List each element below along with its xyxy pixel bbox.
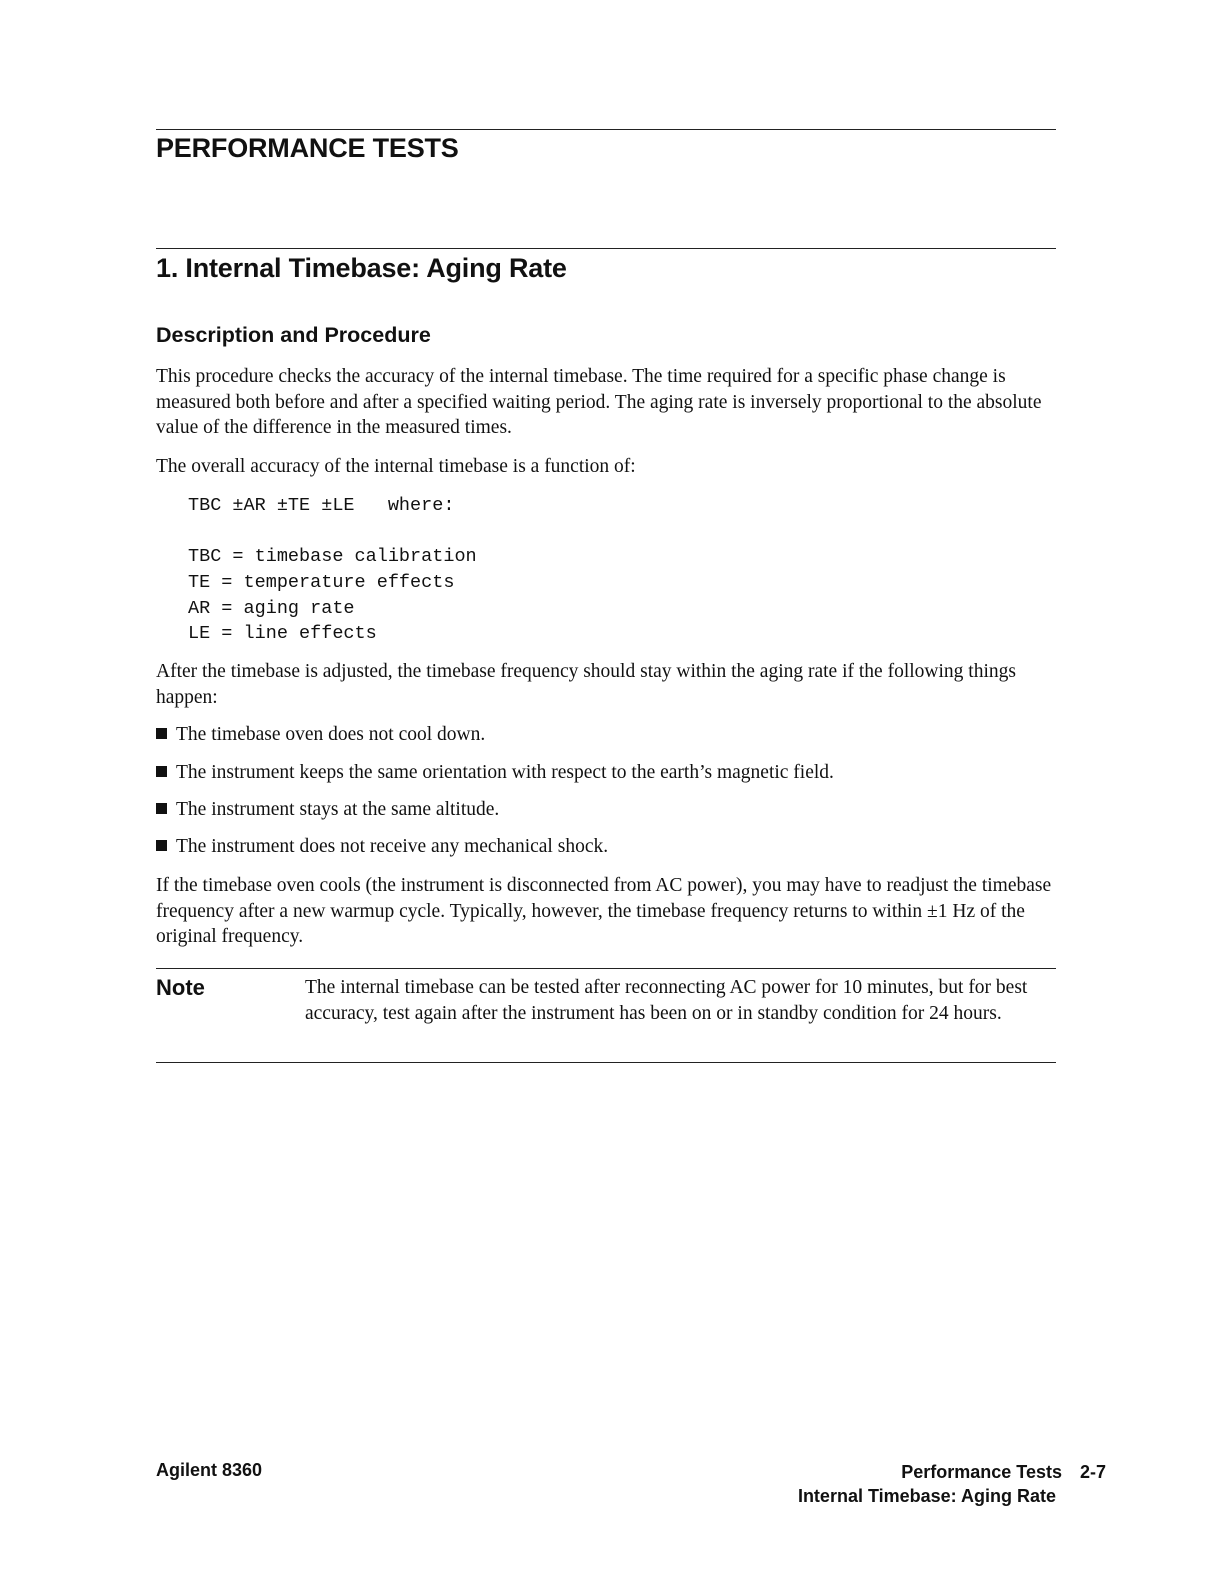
subsection-title: Description and Procedure <box>156 323 431 347</box>
section-rule <box>156 248 1056 249</box>
note-label: Note <box>156 975 205 1000</box>
section-title: 1. Internal Timebase: Aging Rate <box>156 253 567 283</box>
bullet-square-icon <box>156 728 167 739</box>
list-item: The instrument keeps the same orientation with respect to the earth’s magnetic field. <box>156 760 1056 786</box>
formula-definition: TE = temperature effects <box>188 572 455 593</box>
bullet-square-icon <box>156 840 167 851</box>
note-bottom-rule <box>156 1062 1056 1063</box>
footer-running-head <box>797 1460 1106 1508</box>
oven-paragraph: If the timebase oven cools (the instrument is disconnected from AC power), you may have to readjust the timebase frequency after a new warmup cycle. Typically, however, the timebase frequency returns to within ±1 Hz of the original frequency. <box>156 875 1052 947</box>
formula-definition: LE = line effects <box>188 623 377 644</box>
formula-expression: TBC ±AR ±TE ±LE where: <box>188 495 455 516</box>
footer-product: Agilent 8360 <box>156 1460 263 1480</box>
chapter-rule <box>156 129 1056 130</box>
formula-definition: TBC = timebase calibration <box>188 546 477 567</box>
footer-page-number: 2-7 <box>1079 1462 1106 1482</box>
overall-paragraph: The overall accuracy of the internal timebase is a function of: <box>156 456 636 477</box>
list-item: The instrument does not receive any mechanical shock. <box>156 834 1056 860</box>
list-item: The instrument stays at the same altitude. <box>156 797 1056 823</box>
bullet-square-icon <box>156 766 167 777</box>
after-paragraph: After the timebase is adjusted, the timebase frequency should stay within the aging rate if the following things happen: <box>156 661 1016 708</box>
note-text: The internal timebase can be tested after reconnecting AC power for 10 minutes, but for best accuracy, test again after the instrument has been on or in standby condition for 24 hours. <box>305 977 1028 1024</box>
bullet-square-icon <box>156 803 167 814</box>
intro-paragraph: This procedure checks the accuracy of the internal timebase. The time required for a specific phase change is measured both before and after a specified waiting period. The aging rate is inversely proportional to the absolute value of the difference in the measured times. <box>156 366 1042 438</box>
chapter-title: PERFORMANCE TESTS <box>156 133 459 163</box>
footer-section: Internal Timebase: Aging Rate <box>797 1486 1056 1506</box>
list-item: The timebase oven does not cool down. <box>156 722 1056 748</box>
note-top-rule <box>156 968 1056 969</box>
footer-chapter: Performance Tests <box>901 1462 1062 1482</box>
formula-definition: AR = aging rate <box>188 598 355 619</box>
